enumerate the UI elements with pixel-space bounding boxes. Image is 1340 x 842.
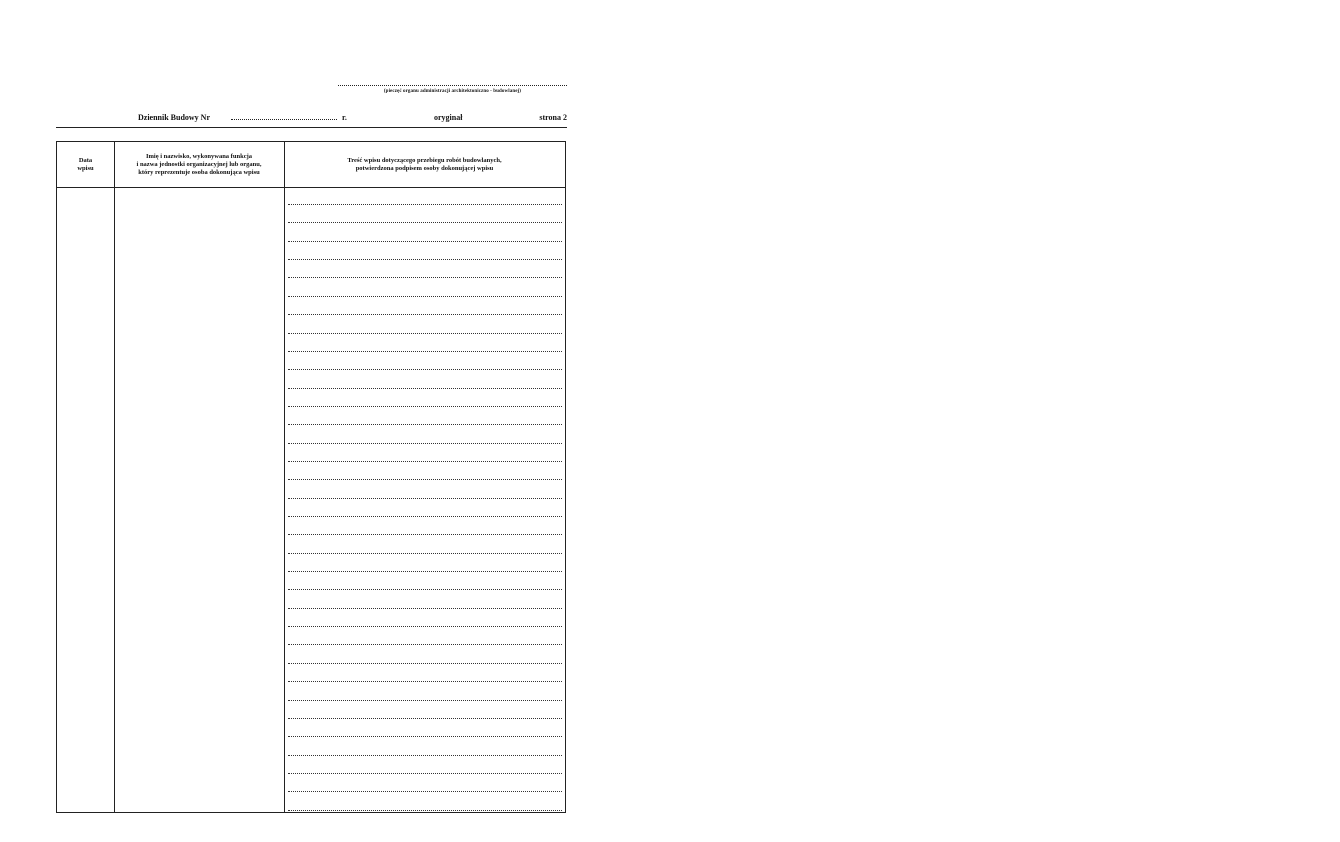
entry-line[interactable] [288, 443, 562, 444]
entry-line[interactable] [288, 700, 562, 701]
entry-line[interactable] [288, 259, 562, 260]
entry-line[interactable] [288, 553, 562, 554]
entry-line[interactable] [288, 736, 562, 737]
entry-line[interactable] [288, 534, 562, 535]
entry-line[interactable] [288, 314, 562, 315]
entry-line[interactable] [288, 351, 562, 352]
entry-line[interactable] [288, 589, 562, 590]
entry-line[interactable] [288, 498, 562, 499]
entry-line[interactable] [288, 571, 562, 572]
header-divider [56, 127, 567, 128]
entry-line[interactable] [288, 479, 562, 480]
year-suffix: r. [342, 113, 347, 122]
authority-stamp-line [338, 85, 567, 86]
copy-type-label: oryginał [434, 113, 463, 122]
entry-line[interactable] [288, 277, 562, 278]
log-number-field[interactable] [231, 119, 337, 120]
entry-line[interactable] [288, 333, 562, 334]
column-header-date: Data wpisu [57, 142, 114, 188]
authority-stamp-caption: (pieczęć organu administracji architektoniczno - budowlanej) [383, 89, 522, 94]
log-header [56, 113, 567, 127]
entry-line[interactable] [288, 810, 562, 811]
entry-line[interactable] [288, 241, 562, 242]
entry-line[interactable] [288, 461, 562, 462]
entry-line[interactable] [288, 388, 562, 389]
entry-line[interactable] [288, 663, 562, 664]
column-header-content: Treść wpisu dotyczącego przebiegu robót budowlanych, potwierdzona podpisem osoby dokonującej wpisu [284, 142, 565, 188]
entry-line[interactable] [288, 644, 562, 645]
entry-line[interactable] [288, 406, 562, 407]
entry-line[interactable] [288, 296, 562, 297]
entry-line[interactable] [288, 204, 562, 205]
entry-line[interactable] [288, 791, 562, 792]
entry-line[interactable] [288, 222, 562, 223]
column-header-person: Imię i nazwisko, wykonywana funkcja i nazwa jednostki organizacyjnej lub organu, który reprezentuje osoba dokonująca wpisu [114, 142, 284, 188]
page-number-label: strona 2 [539, 113, 567, 122]
entry-line[interactable] [288, 516, 562, 517]
entry-line[interactable] [288, 626, 562, 627]
column-divider [114, 142, 115, 812]
entry-lines-area[interactable] [285, 188, 565, 812]
entry-line[interactable] [288, 773, 562, 774]
entry-line[interactable] [288, 424, 562, 425]
entry-line[interactable] [288, 369, 562, 370]
entry-line[interactable] [288, 755, 562, 756]
entry-line[interactable] [288, 681, 562, 682]
log-title: Dziennik Budowy Nr [138, 113, 211, 122]
entry-line[interactable] [288, 718, 562, 719]
entry-line[interactable] [288, 608, 562, 609]
entry-table [56, 141, 566, 813]
